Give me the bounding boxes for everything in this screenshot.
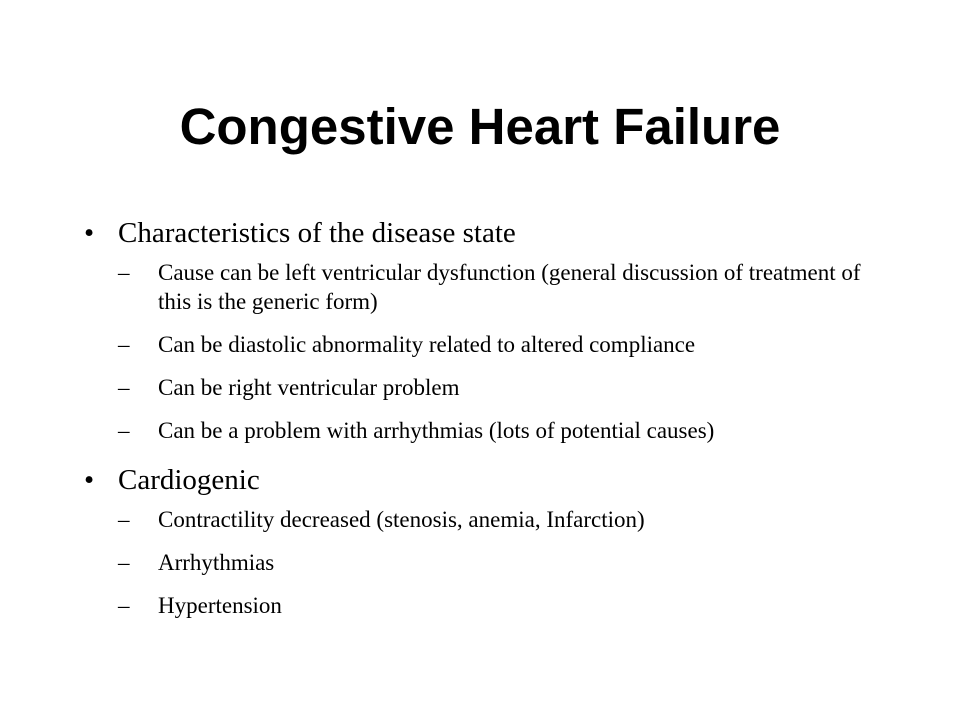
sub-list-item (118, 258, 884, 316)
dash-icon: – (118, 375, 130, 400)
sub-list-item (118, 416, 884, 445)
bullet-icon: • (84, 464, 95, 496)
list-item-text: Cardiogenic (118, 464, 260, 496)
dash-icon: – (118, 593, 130, 618)
sub-list (118, 505, 884, 620)
list-item (84, 212, 884, 445)
sub-list-item (118, 591, 884, 620)
dash-icon: – (118, 418, 130, 443)
list-item (84, 459, 884, 620)
sub-list-item-text: Hypertension (158, 593, 282, 618)
dash-icon: – (118, 550, 130, 575)
sub-list-item (118, 505, 884, 534)
sub-list-item-text: Can be right ventricular problem (158, 375, 460, 400)
sub-list-item-text: Cause can be left ventricular dysfunction (general discussion of treatment of this is the generic form) (158, 260, 861, 314)
slide-title: Congestive Heart Failure (179, 98, 781, 155)
sub-list (118, 258, 884, 445)
sub-list-item (118, 548, 884, 577)
dash-icon: – (118, 507, 130, 532)
sub-list-item (118, 373, 884, 402)
sub-list-item-text: Can be a problem with arrhythmias (lots of potential causes) (158, 418, 715, 443)
dash-icon: – (118, 332, 130, 357)
bullet-list (84, 212, 884, 634)
sub-list-item-text: Contractility decreased (stenosis, anemia, Infarction) (158, 507, 645, 532)
dash-icon: – (118, 260, 130, 285)
bullet-icon: • (84, 217, 95, 249)
list-item-text: Characteristics of the disease state (118, 217, 516, 249)
sub-list-item-text: Can be diastolic abnormality related to altered compliance (158, 332, 696, 357)
sub-list-item-text: Arrhythmias (158, 550, 275, 575)
sub-list-item (118, 330, 884, 359)
